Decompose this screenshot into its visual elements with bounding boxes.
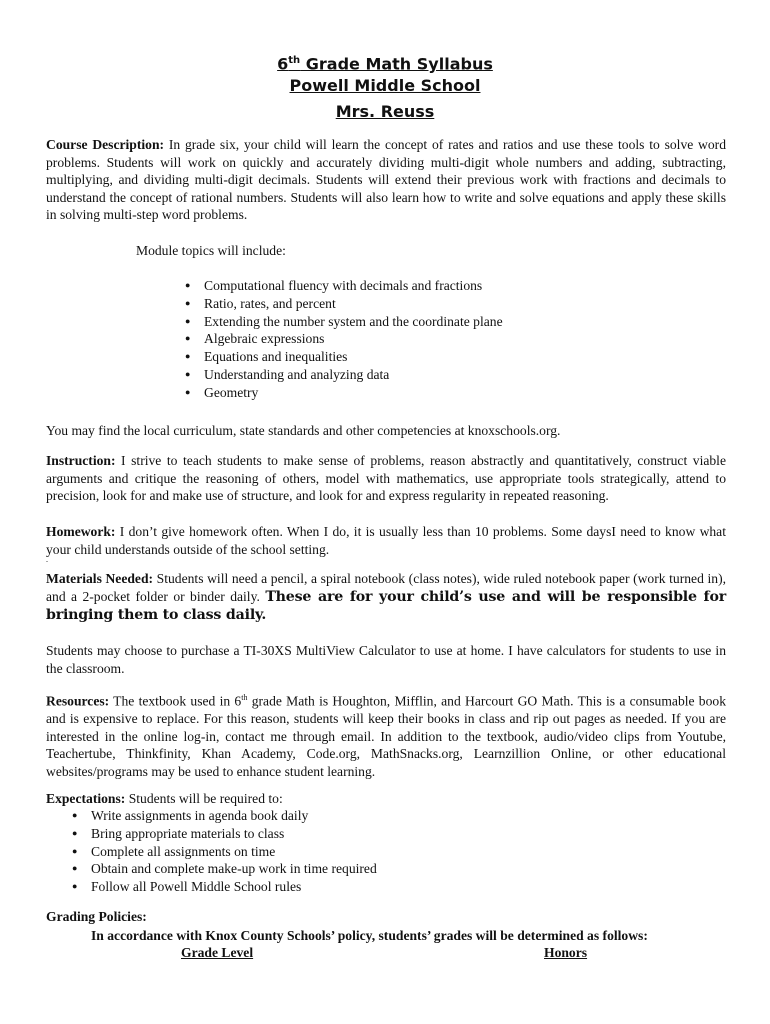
expectations-section: Expectations: Students will be required to: [46,791,283,806]
honors-header: Honors [544,945,588,960]
teacher-name: Mrs. Reuss [335,102,435,121]
list-item: ● Understanding and analyzing data [185,366,503,384]
school-name: Powell Middle School [289,76,481,95]
list-item: ● Complete all assignments on time [72,843,377,861]
page-title: 6th Grade Math Syllabus [277,54,493,74]
grading-statement: In accordance with Knox County Schools’ policy, students’ grades will be determined as follows: [91,928,648,943]
list-item: ● Algebraic expressions [185,330,503,348]
materials-section: Materials Needed: Students will need a pencil, a spiral notebook (class notes), wide ruled notebook paper (work turned in), and a 2-pocket folder or binder daily. These are for your child’s use and will be responsible for bringing them to class daily. [46,571,726,624]
calculator-note: Students may choose to purchase a TI-30XS MultiView Calculator to use at home. I have calculators for students to use in the classroom. [46,643,726,676]
list-item: ● Bring appropriate materials to class [72,825,377,843]
expectations-list [72,807,377,896]
list-item: ● Follow all Powell Middle School rules [72,878,377,896]
list-item: ● Obtain and complete make-up work in time required [72,860,377,878]
list-item: ● Equations and inequalities [185,348,503,366]
module-topics-intro: Module topics will include: [136,243,286,258]
list-item: ● Write assignments in agenda book daily [72,807,377,825]
curriculum-note: You may find the local curriculum, state standards and other competencies at knoxschools.org. [46,423,561,438]
module-topics-list [185,277,503,402]
course-description: Course Description: In grade six, your child will learn the concept of rates and ratios and use these tools to solve word problems. Students will work on quickly and accurately dividing multi-digit whole numbers and adding, subtracting, multiplying, and dividing multi-digit decimals. Students will extend their previous work with fractions and decimals to understand the concept of rational numbers. Students will also learn how to write and solve equations and apply these skills in solving multi-step word problems. [46,137,726,223]
list-item: ● Extending the number system and the coordinate plane [185,313,503,331]
grading-heading: Grading Policies: [46,909,147,924]
stray-dot: . [46,555,48,564]
instruction-section: Instruction: I strive to teach students to make sense of problems, reason abstractly and quantitatively, construct viable arguments and critique the reasoning of others, model with mathematics, use appropriate tools strategically, attend to precision, look for and make use of structure, and look for and express regularity in repeated reasoning. [46,453,726,504]
list-item: ● Geometry [185,384,503,402]
grade-level-header: Grade Level [181,945,254,960]
resources-section: Resources: The textbook used in 6th grade Math is Houghton, Mifflin, and Harcourt GO Math. This is a consumable book and is expensive to replace. For this reason, students will keep their books in class and rip out pages as needed. If you are interested in the online log-in, contact me through email. In addition to the textbook, audio/video clips from Youtube, Teachertube, Thinkfinity, Khan Academy, Code.org, MathSnacks.org, Learnzillion Online, or other educational websites/programs may be used to enhance student learning. [46,693,726,779]
homework-section: Homework: I don’t give homework often. When I do, it is usually less than 10 problems. Some daysI need to know what your child understands outside of the school setting. [46,524,726,557]
list-item: ● Computational fluency with decimals and fractions [185,277,503,295]
list-item: ● Ratio, rates, and percent [185,295,503,313]
